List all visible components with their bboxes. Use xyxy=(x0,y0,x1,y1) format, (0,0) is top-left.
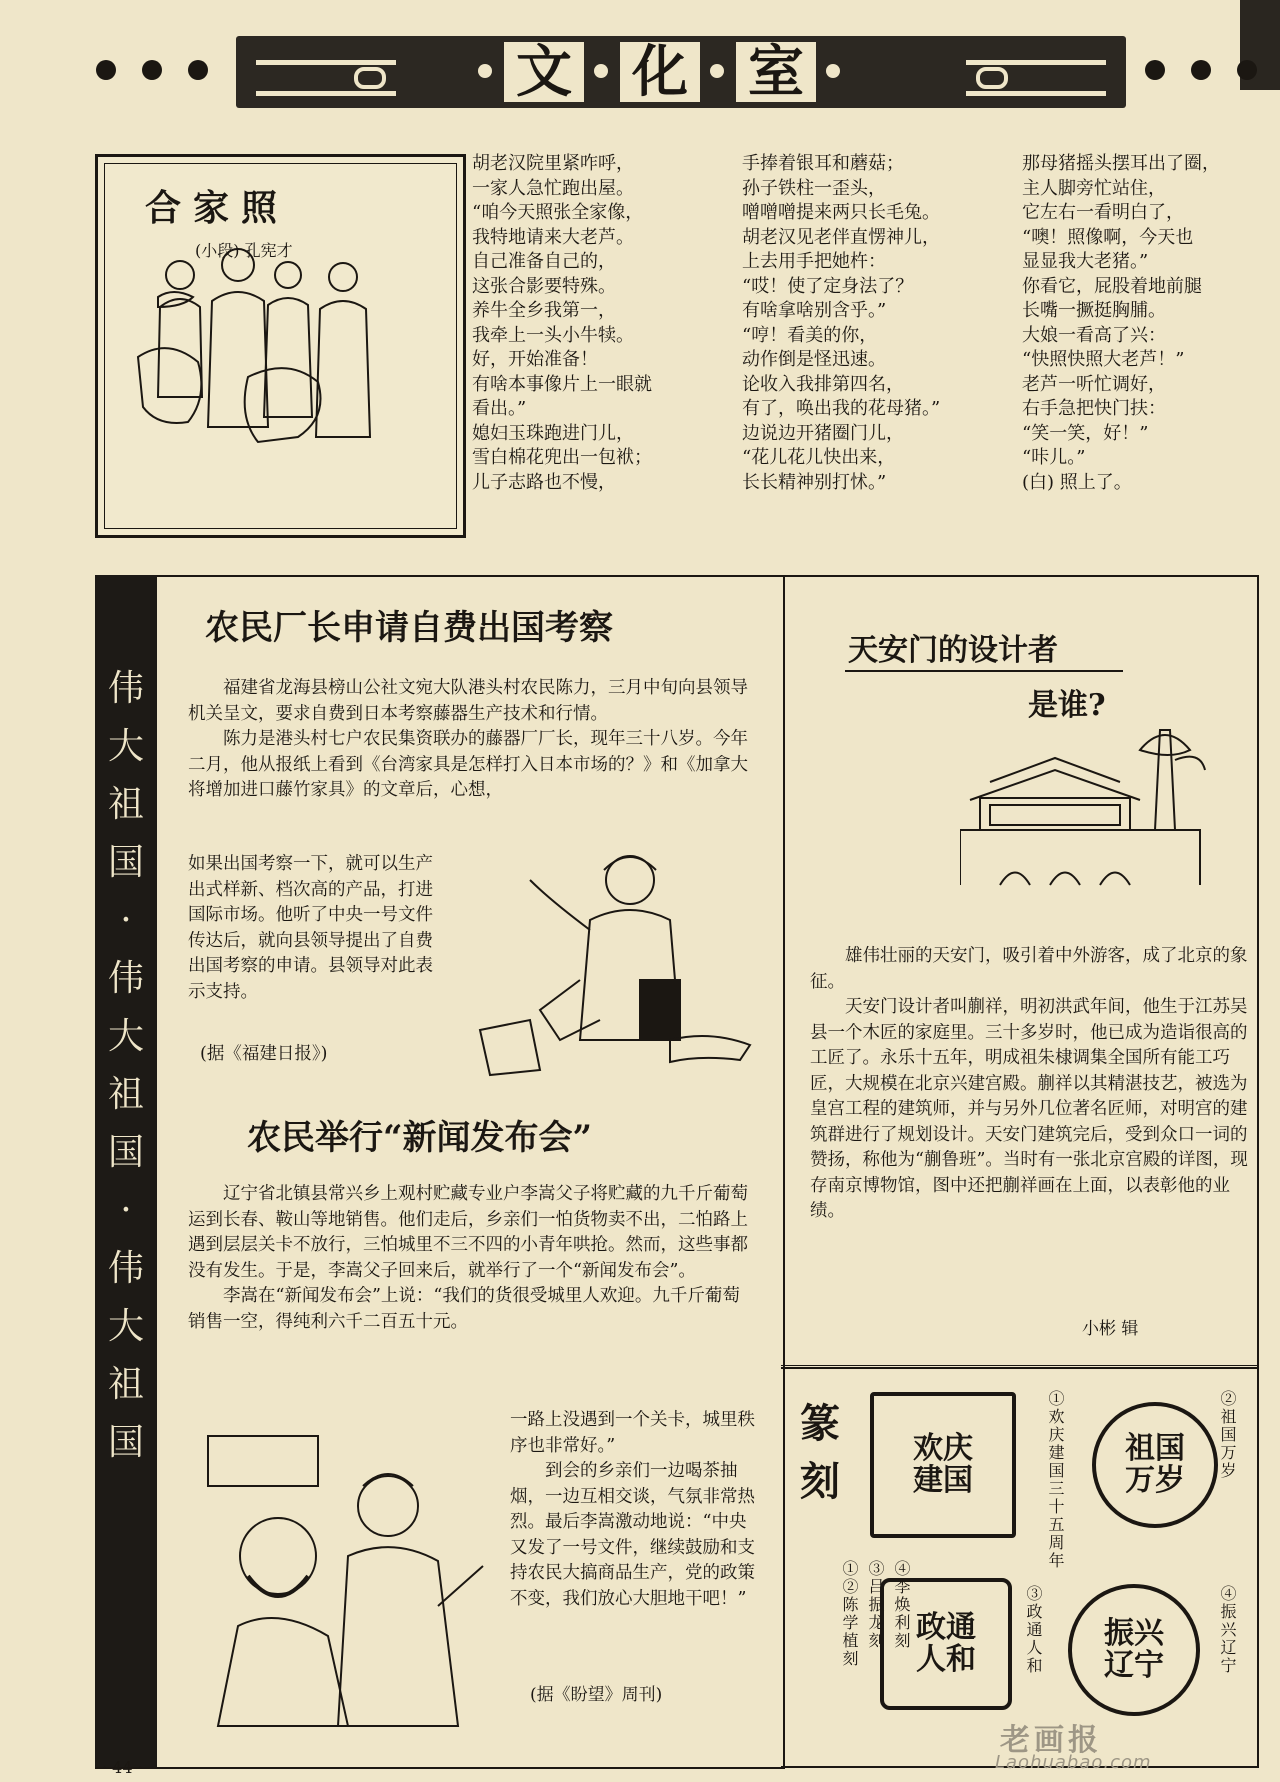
section-title-char-2: 化 xyxy=(620,42,700,102)
article2-narrow-text: 一路上没遇到一个关卡，城里秩序也非常好。” 到会的乡亲们一边喝茶抽烟，一边互相交谈，气氛非常热烈。最后李嵩激动地说：“中央又发了一号文件，继续鼓励和支持农民大搞商品生产，党的政策不变，我们放心大胆地干吧！” xyxy=(510,1410,755,1609)
article3-signature: 小彬 辑 xyxy=(1082,1319,1139,1339)
sidebar-slogan: 伟 大 祖 国 · 伟 大 祖 国 · 伟 大 祖 国 xyxy=(107,668,144,1463)
seal-4-caption: ④振兴辽宁 xyxy=(1218,1585,1237,1675)
seal-artist-3: ③吕振龙刻 xyxy=(866,1560,885,1650)
poem-column-1: 胡老汉院里紧咋呼， 一家人急忙跑出屋。 “咱今天照张全家像， 我特地请来大老芦。 自己准备自己的， 这张合影要特殊。 养牛全乡我第一， 我牵上一头小牛犊。 好，开始准备！ 有啥本事像片上一眼就 看出。” 媳妇玉珠跑进门儿， 雪白棉花兜出一包袱； 儿子志路也不慢， xyxy=(472,153,652,493)
seal-1-caption: ①欢庆建国三十五周年 xyxy=(1046,1390,1065,1570)
seal-artist-12: ①②陈学植刻 xyxy=(840,1560,859,1668)
banner-ornament-right xyxy=(966,60,1106,96)
article2-title: 农民举行“新闻发布会” xyxy=(247,1118,593,1158)
poem-column-3: 那母猪摇头摆耳出了圈， 主人脚旁忙站住， 它左右一看明白了， “噢！照像啊，今天也 显显我大老猪。” 你看它，屁股着地前腿 长嘴一撅挺胸脯。 大娘一看高了兴： “快照快照大老芦！” 老芦一听忙调好， 右手急把快门扶： “笑一笑，好！” “咔儿。” (白) 照上了。 xyxy=(1022,153,1220,493)
poem-column-2: 手捧着银耳和蘑菇； 孙子铁柱一歪头， 噌噌噌提来两只长毛兔。 胡老汉见老伴直愣神儿， 上去用手把她杵： “哎！使了定身法了？ 有啥拿啥别含乎。” “哼！看美的你， 动作倒是怪迅速。 论收入我排第四名， 有了，唤出我的花母猪。” 边说边开猪圈门儿， “花儿花儿快出来， 长长精神别打怵。” xyxy=(742,153,941,493)
section-title-char-3: 室 xyxy=(736,42,816,102)
tiananmen-illustration xyxy=(960,720,1210,890)
factory-manager-illustration xyxy=(470,840,760,1080)
poem-title: 合家照 xyxy=(145,187,290,229)
watermark-url: Laohuabao.com xyxy=(995,1752,1152,1773)
seal-carving-title: 篆刻 xyxy=(800,1400,840,1505)
article3-title-line1: 天安门的设计者 xyxy=(848,633,1058,668)
watermark-logo: 老画报 xyxy=(1000,1723,1102,1758)
seal-3-caption: ③政通人和 xyxy=(1024,1585,1043,1675)
seal-4: 振兴辽宁 xyxy=(1068,1584,1200,1716)
section-banner xyxy=(236,36,1126,108)
seal-artist-4: ④李焕利刻 xyxy=(892,1560,911,1650)
seal-1: 欢庆建国 xyxy=(870,1392,1016,1538)
article3-title-line2: 是谁? xyxy=(1028,688,1106,723)
article3-body: 雄伟壮丽的天安门，吸引着中外游客，成了北京的象征。 天安门设计者叫蒯祥，明初洪武年间，他生于江苏吴县一个木匠的家庭里。三十多岁时，他已成为造诣很高的工匠了。永乐十五年，明成祖朱棣调集全国所有能工巧匠，大规模在北京兴建宫殿。蒯祥以其精湛技艺，被选为皇宫工程的建筑师，并与另外几位著名匠师，对明宫的建筑群进行了规划设计。天安门建筑完后，受到众口一词的赞扬，称他为“蒯鲁班”。当时有一张北京宫殿的详图，现存南京博物馆，图中还把蒯祥画在上面，以表彰他的业绩。 xyxy=(810,946,1248,1221)
header-dots-left xyxy=(96,60,208,80)
seal-3: 政通人和 xyxy=(880,1578,1012,1710)
article2-body: 辽宁省北镇县常兴乡上观村贮藏专业户李嵩父子将贮藏的九千斤葡萄运到长春、鞍山等地销售。他们走后，乡亲们一怕货物卖不出，二怕路上遇到层层关卡不放行，三怕城里不三不四的小青年哄抢。然而，这些事都没有发生。于是，李嵩父子回来后，就举行了一个“新闻发布会”。 李嵩在“新闻发布会”上说：“我们的货很受城里人欢迎。九千斤葡萄销售一空，得纯利六千二百五十元。 xyxy=(188,1184,748,1332)
article1-narrow-text: 如果出国考察一下，就可以生产出式样新、档次高的产品，打进国际市场。他听了中央一号文件传达后，就向县领导提出了自费出国考察的申请。县领导对此表示支持。 xyxy=(188,854,433,1002)
article2-source: (据《盼望》周刊) xyxy=(530,1685,663,1705)
article1-body: 福建省龙海县榜山公社文宛大队港头村农民陈力，三月中旬向县领导机关呈文，要求自费到日本考察藤器生产技术和行情。 陈力是港头村七户农民集资联办的藤器厂厂长，现年三十八岁。今年二月，他从报纸上看到《台湾家具是怎样打入日本市场的？》和《加拿大将增加进口藤竹家具》的文章后，心想， xyxy=(188,678,748,800)
header-dots-right xyxy=(1145,60,1257,80)
section-title-char-1: 文 xyxy=(504,42,584,102)
banner-ornament-left xyxy=(256,60,396,96)
farmers-chatting-illustration xyxy=(198,1426,498,1736)
article1-source: (据《福建日报》) xyxy=(200,1044,328,1064)
poem-author: (小段) 孔宪才 xyxy=(195,241,293,260)
title-underline xyxy=(845,670,1123,672)
seal-2: 祖国万岁 xyxy=(1092,1402,1218,1528)
article1-title: 农民厂长申请自费出国考察 xyxy=(205,608,613,648)
page-number: · 44 · xyxy=(102,1758,143,1777)
seal-2-caption: ②祖国万岁 xyxy=(1218,1390,1237,1480)
